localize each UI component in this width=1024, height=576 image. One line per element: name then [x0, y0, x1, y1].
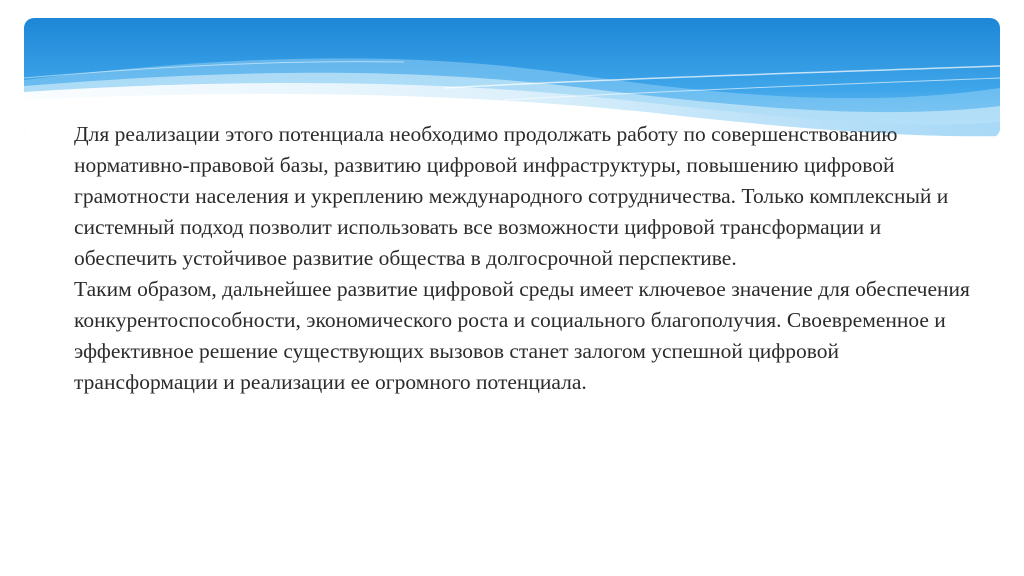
paragraph-1: Для реализации этого потенциала необходимо продолжать работу по совершенствованию нормативно-правовой базы, развитию цифровой инфраструктуры, повышению цифровой грамотности населения и укреплению международного сотрудничества. Только комплексный и системный подход позволит использовать все возможности цифровой трансформации и обеспечить устойчивое развитие общества в долгосрочной перспективе.	[74, 122, 949, 270]
body-text	[74, 119, 974, 398]
paragraph-2: Таким образом, дальнейшее развитие цифровой среды имеет ключевое значение для обеспечения конкурентоспособности, экономического роста и социального благополучия. Своевременное и эффективное решение существующих вызовов станет залогом успешной цифровой трансформации и реализации ее огромного потенциала.	[74, 277, 970, 394]
